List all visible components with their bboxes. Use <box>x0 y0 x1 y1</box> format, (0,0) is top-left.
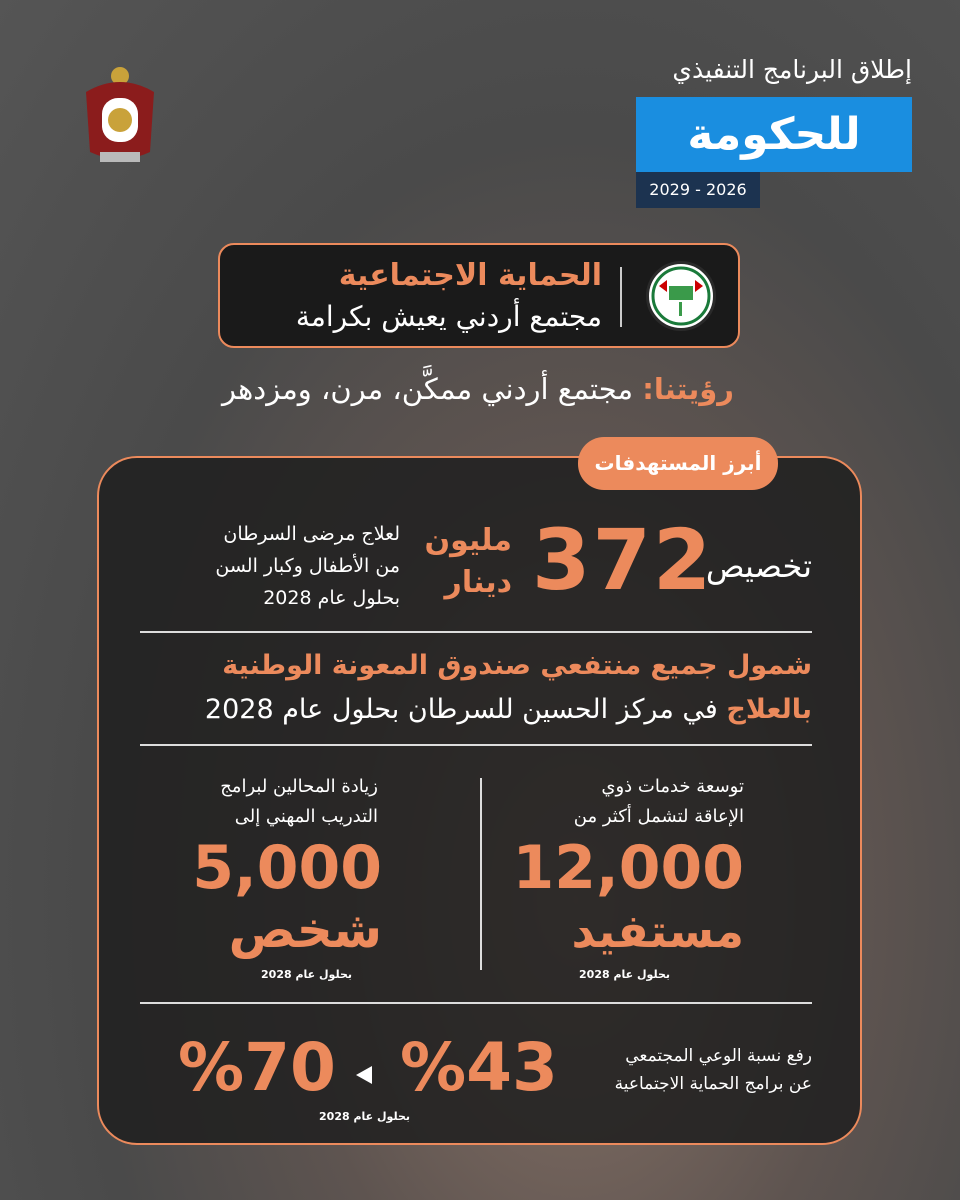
years-label: 2029 - 2026 <box>636 172 760 208</box>
divider <box>140 631 812 633</box>
desc-line: التدريب المهني إلى <box>234 806 378 827</box>
alloc-description <box>215 518 400 614</box>
desc-line: الإعاقة لتشمل أكثر من <box>573 806 744 827</box>
desc-line: توسعة خدمات ذوي <box>601 776 744 797</box>
alloc-prefix: تخصيص <box>705 547 812 585</box>
awareness-target: %70 <box>178 1029 336 1106</box>
disability-number: 12,000 <box>512 833 744 903</box>
divider <box>140 744 812 746</box>
awareness-description <box>615 1042 812 1098</box>
desc-line: من الأطفال وكبار السن <box>215 555 400 577</box>
awareness-deadline: بحلول عام 2028 <box>319 1110 410 1123</box>
desc-line: عن برامج الحماية الاجتماعية <box>614 1074 812 1094</box>
vertical-divider <box>480 778 482 970</box>
training-unit: شخص <box>228 901 382 959</box>
vision-text: مجتمع أردني ممكَّن، مرن، ومزدهر <box>222 372 643 406</box>
government-label: للحكومة <box>636 97 912 172</box>
arrow-left-icon <box>356 1066 372 1084</box>
desc-line: زيادة المحالين لبرامج <box>220 776 378 797</box>
launch-title: إطلاق البرنامج التنفيذي <box>672 55 912 84</box>
vision-statement <box>222 372 734 406</box>
disability-unit: مستفيد <box>571 904 744 958</box>
fund-line2 <box>205 692 812 728</box>
fund-line1: شمول جميع منتفعي صندوق المعونة الوطنية <box>222 650 812 681</box>
desc-line: رفع نسبة الوعي المجتمعي <box>625 1046 812 1066</box>
desc-line: لعلاج مرضى السرطان <box>223 523 400 545</box>
sector-title: الحماية الاجتماعية <box>338 258 602 293</box>
desc-line: بحلول عام 2028 <box>263 587 400 609</box>
alloc-number: 372 <box>532 511 714 609</box>
training-number: 5,000 <box>192 833 382 903</box>
sector-banner <box>218 243 740 348</box>
disability-deadline: بحلول عام 2028 <box>579 968 670 981</box>
jordan-coat-of-arms-icon <box>80 62 160 170</box>
training-description <box>220 772 378 832</box>
fund-highlight: بالعلاج <box>726 694 812 725</box>
vision-label: رؤيتنا: <box>642 372 734 406</box>
targets-tab: أبرز المستهدفات <box>578 437 778 490</box>
fund-text: في مركز الحسين للسرطان بحلول عام 2028 <box>204 694 727 725</box>
training-deadline: بحلول عام 2028 <box>261 968 352 981</box>
awareness-current: %43 <box>400 1029 558 1106</box>
alloc-unit-million: مليون <box>424 523 512 558</box>
divider <box>620 267 622 327</box>
disability-description <box>574 772 744 832</box>
alloc-unit-dinar: دينار <box>444 565 512 600</box>
social-protection-logo-icon <box>646 261 716 331</box>
sector-subtitle: مجتمع أردني يعيش بكرامة <box>295 300 602 333</box>
divider <box>140 1002 812 1004</box>
